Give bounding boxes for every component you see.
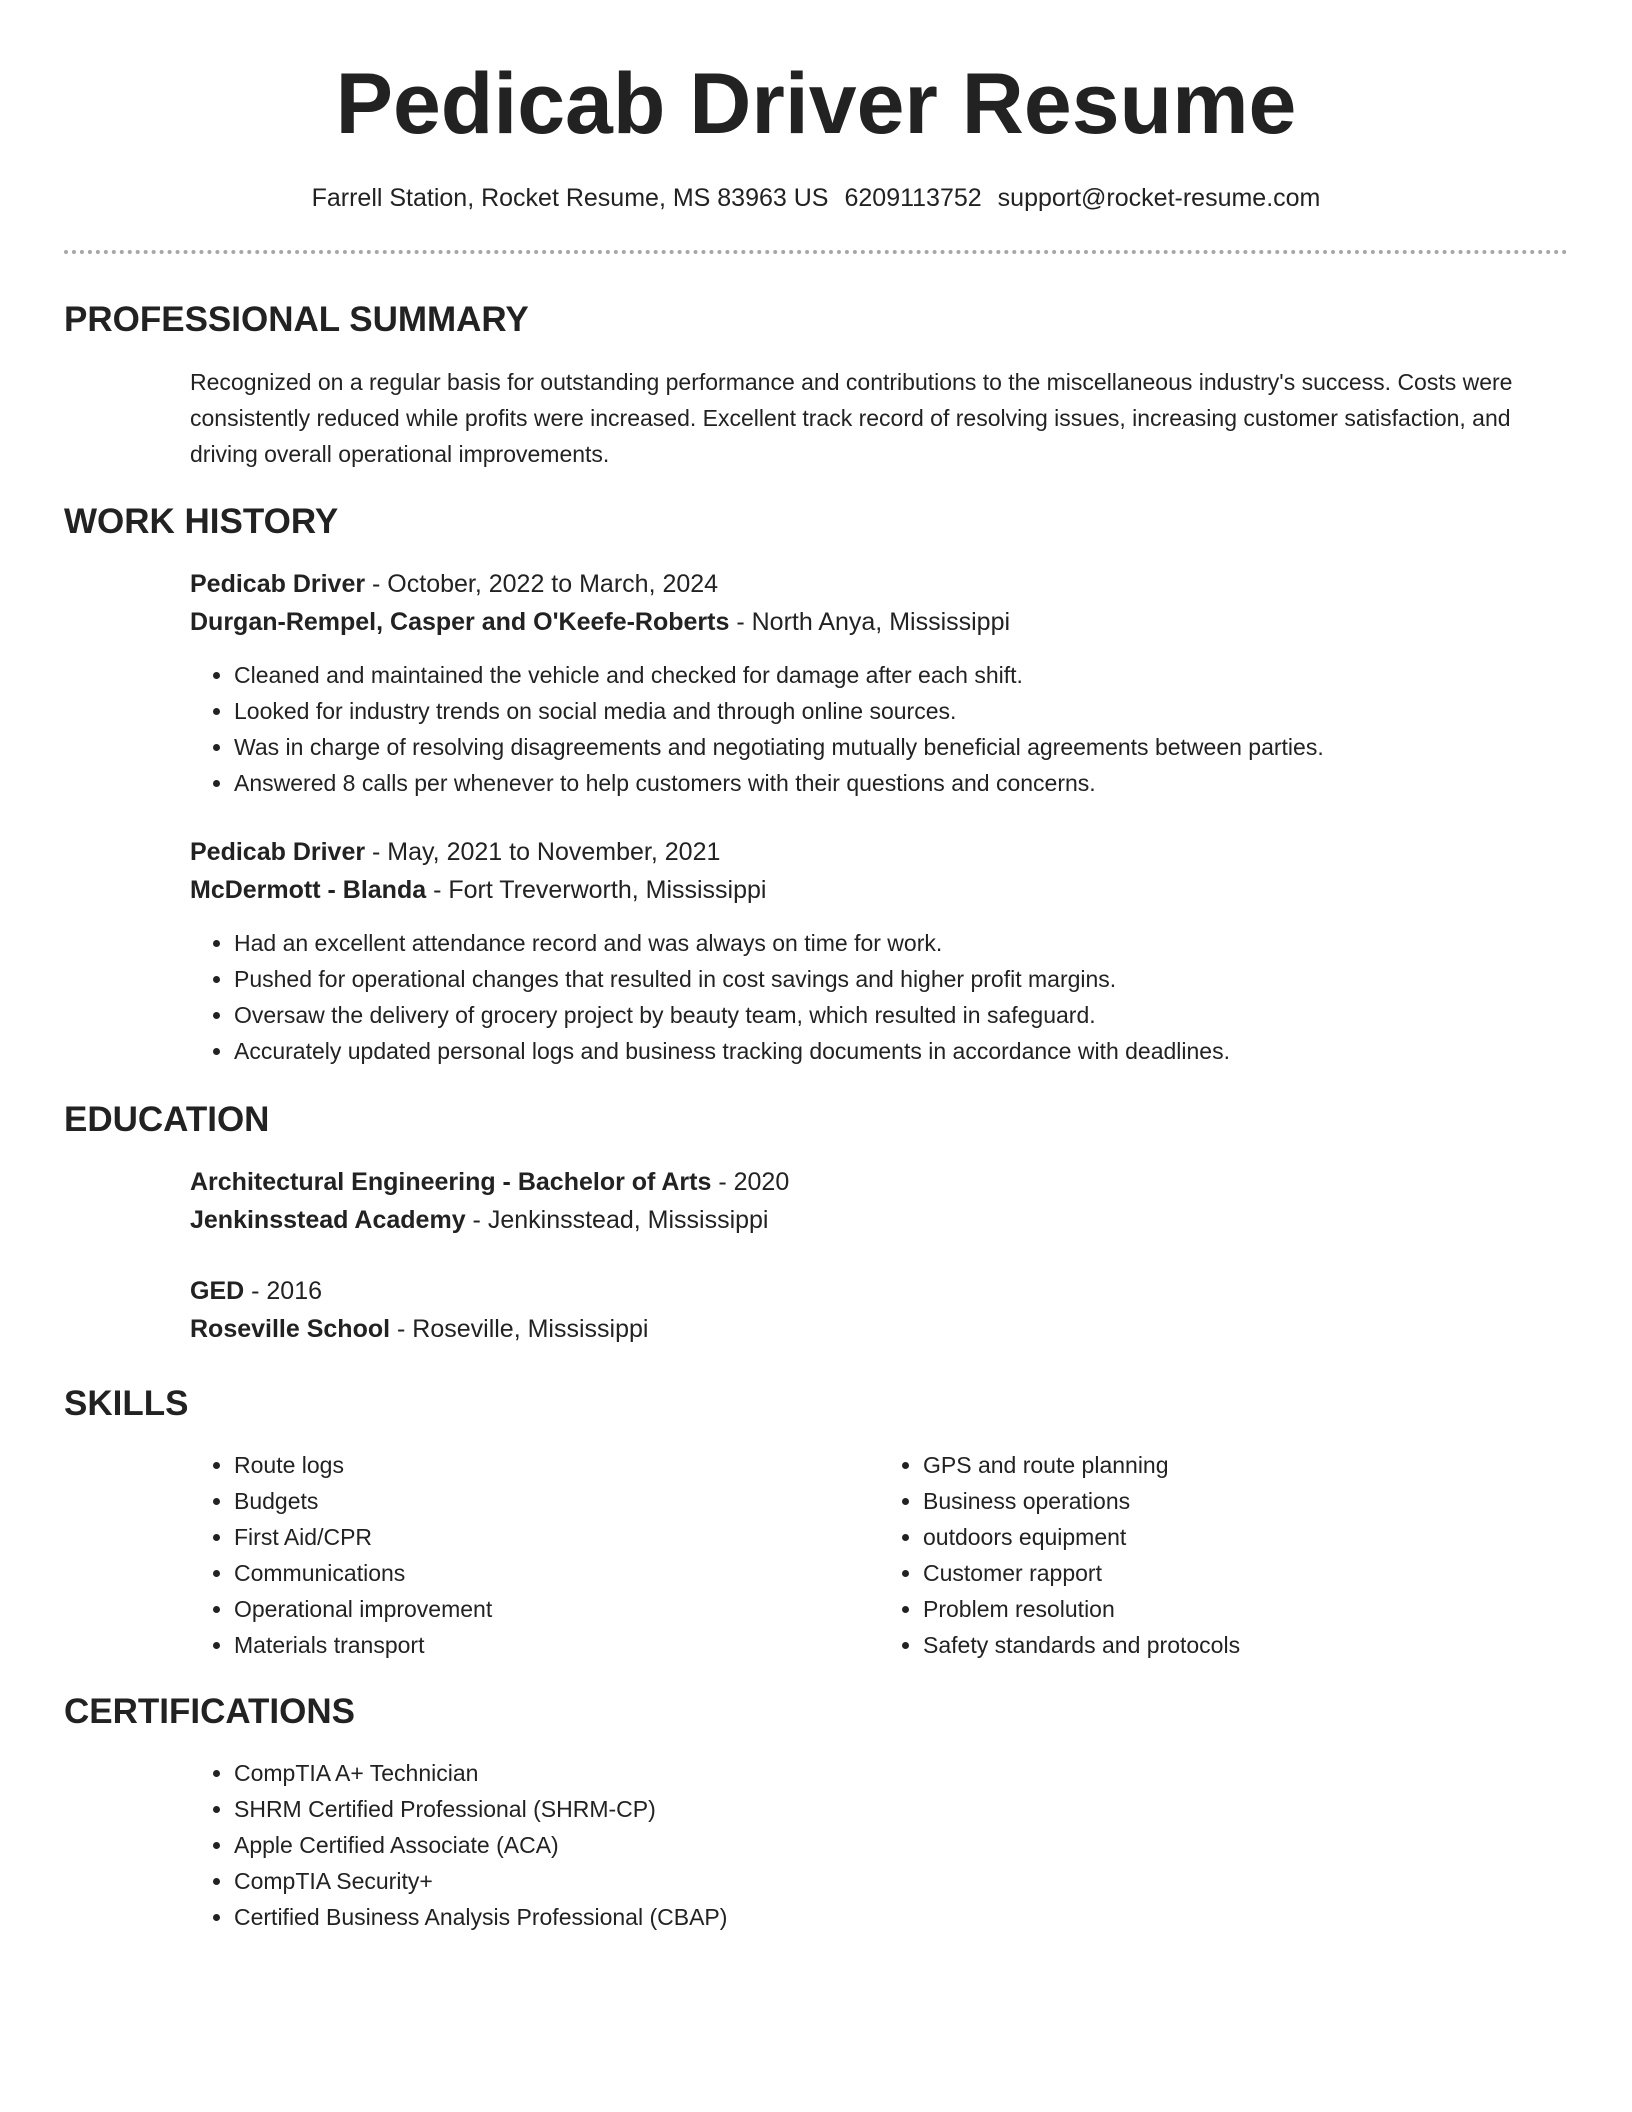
summary-block (190, 364, 1568, 472)
job-duty: • Had an excellent attendance record and was always on time for work. (234, 925, 1568, 961)
skills-list-right (879, 1447, 1568, 1663)
school: Roseville School (190, 1315, 391, 1343)
skill-item: • First Aid/CPR (234, 1519, 879, 1555)
job-duty: • Oversaw the delivery of grocery project by beauty team, which resulted in safeguard. (234, 997, 1568, 1033)
certification-item: • SHRM Certified Professional (SHRM-CP) (234, 1791, 1568, 1827)
skill-item: • Communications (234, 1555, 879, 1591)
skills-heading: SKILLS (64, 1384, 189, 1423)
job-duty: • Looked for industry trends on social media and through online sources. (234, 693, 1568, 729)
skill-item: • Customer rapport (923, 1555, 1568, 1591)
degree-line (190, 1163, 1568, 1201)
job-title-line (190, 833, 1568, 871)
job-location: - Fort Treverworth, Mississippi (426, 876, 767, 904)
certifications-block (190, 1755, 1568, 1935)
school-location: - Roseville, Mississippi (390, 1315, 649, 1343)
school-location: - Jenkinsstead, Mississippi (465, 1206, 769, 1234)
job-company: Durgan-Rempel, Casper and O'Keefe-Roberts (190, 608, 730, 636)
degree-line (190, 1272, 1568, 1310)
work-history-heading: WORK HISTORY (64, 502, 339, 541)
degree: Architectural Engineering - Bachelor of Arts (190, 1168, 712, 1196)
job-company-line (190, 871, 1568, 909)
contact-email: support@rocket-resume.com (997, 184, 1321, 212)
job-duty: • Was in charge of resolving disagreements and negotiating mutually beneficial agreements between parties. (234, 729, 1568, 765)
education-entry (190, 1272, 1568, 1348)
job-title-line (190, 565, 1568, 603)
skill-item: • Operational improvement (234, 1591, 879, 1627)
education-heading: EDUCATION (64, 1100, 270, 1139)
school-line (190, 1310, 1568, 1348)
contact-line (64, 180, 1568, 216)
certification-item: • CompTIA Security+ (234, 1863, 1568, 1899)
skill-item: • Materials transport (234, 1627, 879, 1663)
school-line (190, 1201, 1568, 1239)
job-entry (190, 565, 1568, 801)
job-title: Pedicab Driver (190, 838, 366, 866)
job-duty: • Answered 8 calls per whenever to help customers with their questions and concerns. (234, 765, 1568, 801)
job-duty: • Cleaned and maintained the vehicle and checked for damage after each shift. (234, 657, 1568, 693)
skills-block (190, 1447, 1568, 1663)
job-company-line (190, 603, 1568, 641)
skill-item: • Business operations (923, 1483, 1568, 1519)
job-entry (190, 833, 1568, 1069)
skill-item: • Budgets (234, 1483, 879, 1519)
job-dates: - October, 2022 to March, 2024 (365, 570, 719, 598)
certification-item: • Apple Certified Associate (ACA) (234, 1827, 1568, 1863)
job-company: McDermott - Blanda (190, 876, 427, 904)
job-duties-list (190, 657, 1568, 801)
certification-item: • CompTIA A+ Technician (234, 1755, 1568, 1791)
skill-item: • GPS and route planning (923, 1447, 1568, 1483)
summary-heading: PROFESSIONAL SUMMARY (64, 300, 529, 339)
job-duties-list (190, 925, 1568, 1069)
header-divider (64, 250, 1568, 254)
job-duty: • Accurately updated personal logs and business tracking documents in accordance with deadlines. (234, 1033, 1568, 1069)
job-duty: • Pushed for operational changes that resulted in cost savings and higher profit margins. (234, 961, 1568, 997)
summary-text: Recognized on a regular basis for outstanding performance and contributions to the miscellaneous industry's success. Costs were consistently reduced while profits were increased. Excellent track record of resolving issues, increasing customer satisfaction, and driving overall operational improvements. (190, 369, 1513, 467)
contact-phone: 6209113752 (844, 184, 982, 212)
job-title: Pedicab Driver (190, 570, 366, 598)
education-entry (190, 1163, 1568, 1239)
certifications-heading: CERTIFICATIONS (64, 1692, 356, 1731)
skill-item: • Safety standards and protocols (923, 1627, 1568, 1663)
skills-list-left (190, 1447, 879, 1663)
degree: GED (190, 1277, 245, 1305)
degree-year: - 2016 (244, 1277, 323, 1305)
skill-item: • outdoors equipment (923, 1519, 1568, 1555)
skill-item: • Route logs (234, 1447, 879, 1483)
degree-year: - 2020 (711, 1168, 790, 1196)
skill-item: • Problem resolution (923, 1591, 1568, 1627)
certifications-list (190, 1755, 1568, 1935)
resume-title: Pedicab Driver Resume (335, 56, 1297, 152)
school: Jenkinsstead Academy (190, 1206, 466, 1234)
job-location: - North Anya, Mississippi (729, 608, 1011, 636)
job-dates: - May, 2021 to November, 2021 (365, 838, 721, 866)
contact-address: Farrell Station, Rocket Resume, MS 83963 US (311, 184, 829, 212)
certification-item: • Certified Business Analysis Professional (CBAP) (234, 1899, 1568, 1935)
